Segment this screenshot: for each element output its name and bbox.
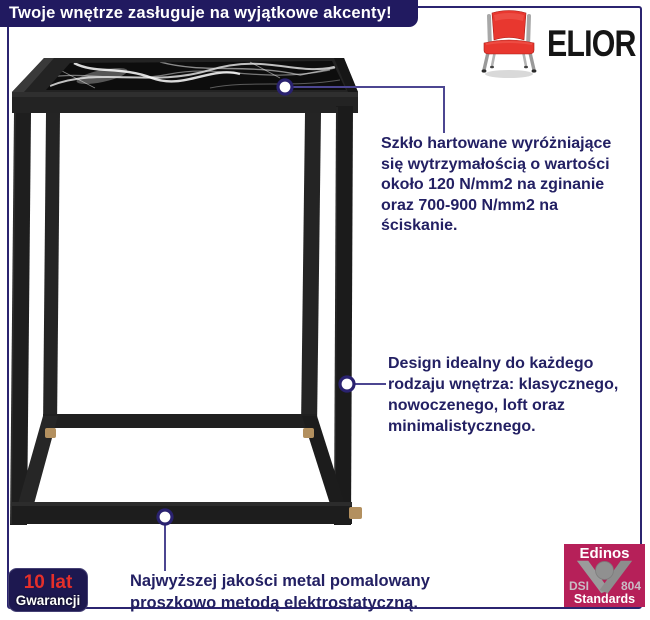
marble-top — [46, 61, 346, 90]
annotation-metal-line: proszkowo metodą elektrostatyczną. — [130, 593, 418, 612]
annotation-metal — [130, 571, 430, 614]
annotation-design — [388, 353, 618, 437]
annotation-design-line: minimalistycznego. — [388, 418, 536, 435]
annotation-design-line: rodzaju wnętrza: klasycznego, — [388, 376, 619, 393]
annotation-glass-line: Szkło hartowane wyróżniające — [381, 135, 612, 152]
cert-dsi-label: DSI — [569, 579, 590, 593]
annotation-metal-line: Najwyższej jakości metal pomalowany — [130, 572, 430, 590]
warranty-years: 10 lat — [23, 571, 73, 593]
banner-text: Twoje wnętrze zasługuje na wyjątkowe akcenty! — [9, 4, 392, 22]
annotation-glass-line: ściskanie. — [381, 217, 458, 234]
brand-logo — [477, 8, 643, 80]
table-bottom-rails — [12, 414, 352, 524]
annotation-glass-line: oraz 700-900 N/mm2 na — [381, 196, 558, 214]
top-banner — [0, 0, 418, 27]
warranty-label: Gwarancji — [15, 592, 81, 608]
annotation-design-line: Design idealny do każdego — [388, 355, 594, 372]
annotation-design-line: nowoczenego, loft oraz — [388, 397, 565, 414]
annotation-glass — [381, 134, 611, 237]
brand-name: ELIOR — [547, 23, 636, 64]
warranty-badge — [8, 568, 88, 612]
cert-brand: Edinos — [579, 545, 630, 562]
chair-icon — [477, 8, 541, 80]
cert-standards-label: Standards — [573, 592, 636, 606]
cert-804-label: 804 — [620, 579, 641, 593]
callout-dot-metal — [158, 510, 172, 524]
annotation-glass-line: około 120 N/mm2 na zginanie — [381, 176, 605, 193]
cert-badge — [564, 544, 645, 607]
callout-dot-glass — [278, 80, 292, 94]
callout-dot-design — [340, 377, 354, 391]
table-legs — [10, 106, 353, 525]
annotation-glass-line: się wytrzymałością o wartości — [381, 155, 610, 173]
